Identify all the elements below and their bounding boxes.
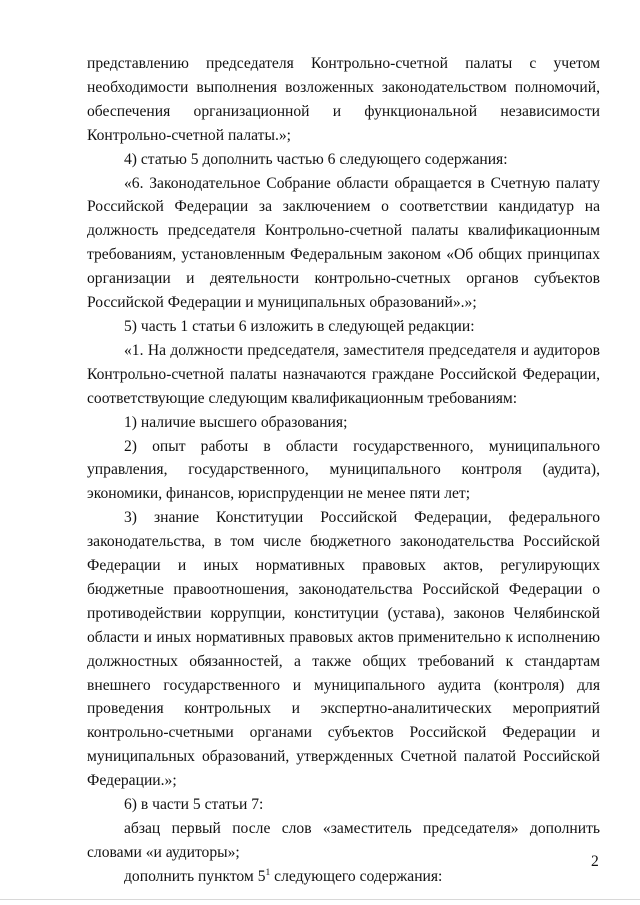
paragraph-requirement-3: 3) знание Конституции Российской Федерации, федерального законодательства, в том числе бюджетного законодательства Российской Федерации и иных нормативных правовых актов, регулирующих бюджетные правоотношения, законодательства Российской Федерации о противодействии коррупции, конституции (устава), законов Челябинской области и иных нормативных правовых актов применительно к исполнению должностных обязанностей, а также общих требований к стандартам внешнего государственного и муниципального аудита (контроля) для проведения контрольных и экспертно-аналитических мероприятий контрольно-счетными органами субъектов Российской Федерации и муниципальных образований, утвержденных Счетной палатой Российской Федерации.»;	[87, 509, 600, 790]
paragraph-requirement-1: 1) наличие высшего образования;	[124, 413, 348, 431]
paragraph-add-point-tail: следующего содержания:	[270, 867, 443, 885]
paragraph-add-point	[87, 865, 600, 889]
page-bottom-edge	[0, 899, 640, 900]
paragraph-amendment: абзац первый после слов «заместитель председателя» дополнить словами «и аудиторы»;	[87, 820, 600, 861]
paragraph-item-5: 5) часть 1 статьи 6 изложить в следующей редакции:	[124, 317, 475, 335]
paragraph-add-point-text: дополнить пунктом 5	[124, 867, 266, 885]
page-number: 2	[591, 853, 599, 870]
superscript-index: 1	[265, 867, 271, 878]
paragraph-requirement-2: 2) опыт работы в области государственного, муниципального управления, государственного, муниципального контроля (аудита), экономики, финансов, юриспруденции не менее пяти лет;	[87, 437, 600, 503]
paragraph-part-6: «6. Законодательное Собрание области обращается в Счетную палату Российской Федерации за заключением о соответствии кандидатур на должность председателя Контрольно-счетной палаты квалификационным требованиям, установленным Федеральным законом «Об общих принципах организации и деятельности контрольно-счетных органов субъектов Российской Федерации и муниципальных образований».»;	[87, 174, 600, 312]
paragraph-item-6: 6) в части 5 статьи 7:	[124, 796, 264, 814]
paragraph-item-4: 4) статью 5 дополнить частью 6 следующего содержания:	[124, 150, 508, 168]
document-body	[87, 52, 600, 889]
paragraph-continuation: представлению председателя Контрольно-счетной палаты с учетом необходимости выполнения возложенных законодательством полномочий, обеспечения организационной и функциональной независимости Контрольно-счетной палаты.»;	[87, 55, 600, 144]
paragraph-part-1: «1. На должности председателя, заместителя председателя и аудиторов Контрольно-счетной палаты назначаются граждане Российской Федерации, соответствующие следующим квалификационным требованиям:	[87, 341, 600, 407]
